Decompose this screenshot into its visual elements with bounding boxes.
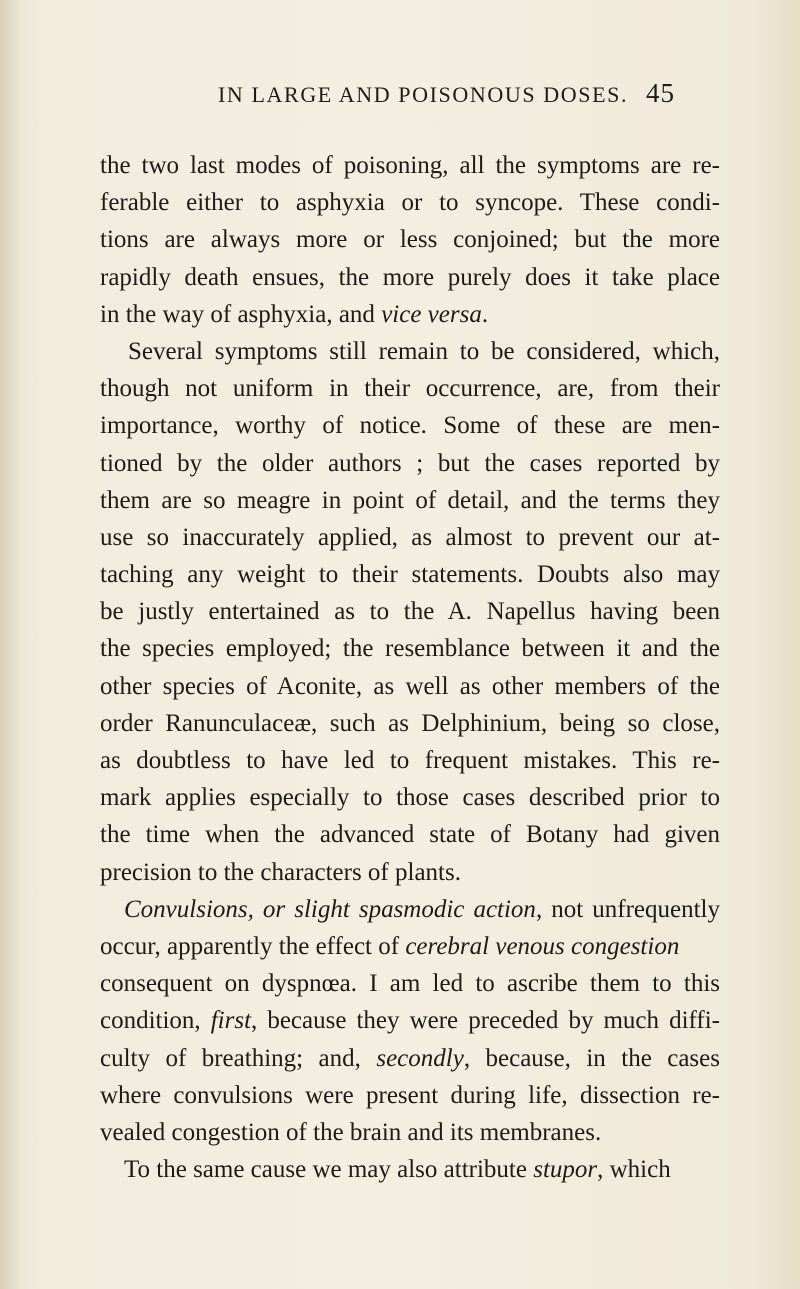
text-line: order Ranunculaceæ, such as Delphinium, being so close, bbox=[100, 709, 720, 737]
text-line: tions are always more or less conjoined; but the more bbox=[100, 226, 720, 254]
text-line: in the way of asphyxia, and vice versa. bbox=[100, 300, 489, 328]
text-line: taching any weight to their statements. Doubts also may bbox=[100, 561, 720, 589]
text-line: To the same cause we may also attribute stupor, which bbox=[124, 1156, 671, 1184]
italic-phrase: Convulsions, or slight spasmodic action bbox=[124, 895, 536, 923]
italic-phrase: first bbox=[210, 1007, 252, 1035]
text-line: occur, apparently the effect of cerebral venous congestion bbox=[100, 932, 680, 960]
italic-phrase: cerebral venous congestion bbox=[405, 932, 680, 960]
italic-phrase: vice versa bbox=[381, 300, 482, 328]
running-head-title: IN LARGE AND POISONOUS DOSES. bbox=[218, 82, 629, 107]
running-head bbox=[0, 78, 800, 122]
text-line: mark applies especially to those cases described prior to bbox=[100, 784, 720, 812]
italic-phrase: secondly bbox=[376, 1044, 464, 1072]
text-line: precision to the characters of plants. bbox=[100, 858, 461, 886]
text-line: ferable either to asphyxia or to syncope. These condi- bbox=[100, 189, 720, 217]
text-line: be justly entertained as to the A. Napellus having been bbox=[100, 598, 720, 626]
text-line: as doubtless to have led to frequent mistakes. This re- bbox=[100, 747, 720, 774]
binding-shadow bbox=[0, 0, 22, 1289]
text-line: culty of breathing; and, secondly, because, in the cases bbox=[100, 1044, 720, 1072]
page-number: 45 bbox=[646, 78, 675, 108]
text-line: importance, worthy of notice. Some of these are men- bbox=[100, 412, 720, 440]
text-line: tioned by the older authors ; but the cases reported by bbox=[100, 449, 720, 477]
text-line: them are so meagre in point of detail, and the terms they bbox=[100, 486, 720, 514]
text-line: the time when the advanced state of Botany had given bbox=[100, 821, 720, 849]
text-line: use so inaccurately applied, as almost to prevent our at- bbox=[100, 523, 720, 551]
text-line: where convulsions were present during life, dissection re- bbox=[100, 1081, 720, 1109]
italic-phrase: stupor bbox=[533, 1156, 598, 1184]
text-line: Convulsions, or slight spasmodic action, not unfrequently bbox=[124, 895, 720, 923]
text-line: vealed congestion of the brain and its membranes. bbox=[100, 1118, 602, 1146]
text-line: other species of Aconite, as well as other members of the bbox=[100, 672, 720, 700]
text-line: the two last modes of poisoning, all the symptoms are re- bbox=[100, 152, 720, 179]
text-line: condition, first, because they were preceded by much diffi- bbox=[100, 1007, 720, 1035]
text-line: consequent on dyspnœa. I am led to ascribe them to this bbox=[100, 970, 720, 998]
body-text bbox=[100, 147, 720, 1188]
text-line: Several symptoms still remain to be considered, which, bbox=[128, 337, 720, 365]
text-line: the species employed; the resemblance between it and the bbox=[100, 635, 720, 663]
text-line: though not uniform in their occurrence, are, from their bbox=[100, 375, 720, 403]
text-line: rapidly death ensues, the more purely does it take place bbox=[100, 263, 720, 291]
